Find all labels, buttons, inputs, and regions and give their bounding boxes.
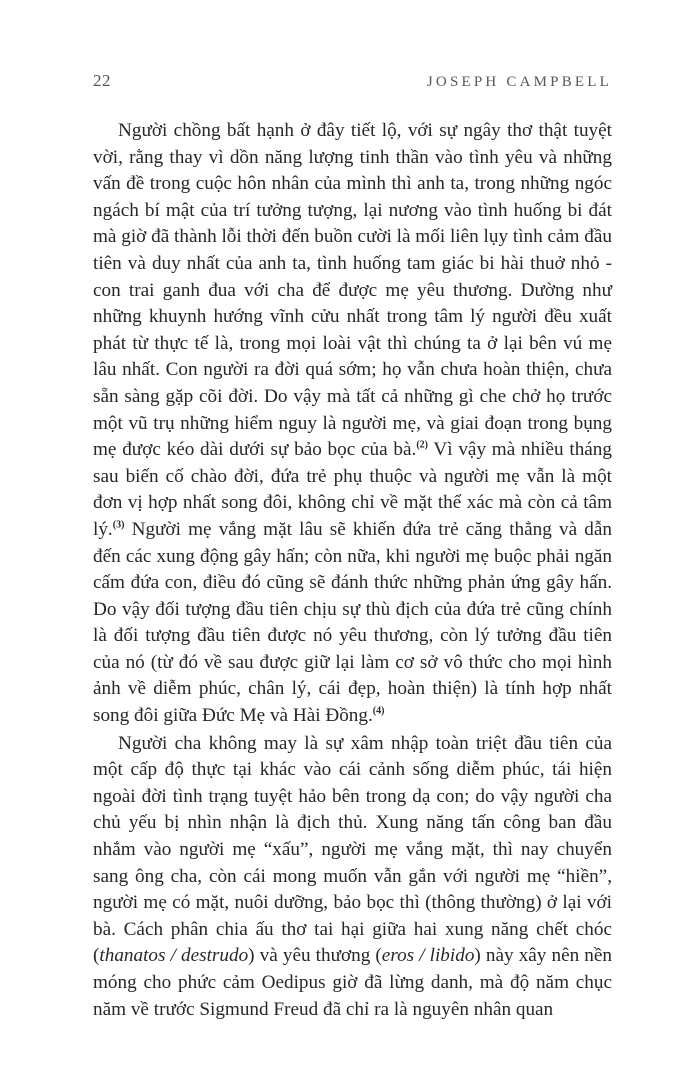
paragraph-1-text-b: Vì vậy mà nhiều tháng sau biến cố chào đời, đứa trẻ phụ thuộc và người mẹ vẫn là một đơn vị hợp nhất song đôi, không chỉ về mặt thể xác mà còn cả tâm lý. (93, 439, 612, 540)
footnote-marker-3: (3) (112, 519, 125, 531)
paragraph-2-text-c: ) này xây nên nền móng cho phức cảm Oedipus giờ đã lừng danh, mà độ năm chục năm về trước Sigmund Freud đã chỉ ra là nguyên nhân quan (93, 945, 612, 1020)
running-head (93, 71, 612, 95)
paragraph-2-text-b: ) và yêu thương ( (248, 945, 382, 967)
paragraph-2-text-a: Người cha không may là sự xâm nhập toàn triệt đầu tiên của một cấp độ thực tại khác vào cái cảnh sống diễm phúc, tái hiện ngoài đời tình trạng tuyệt hảo bên trong dạ con; do vậy người cha chủ yếu bị nhìn nhận là địch thủ. Xung năng tấn công ban đầu nhắm vào người mẹ “xấu”, người mẹ vắng mặt, thì nay chuyển sang ông cha, còn cái mong muốn vẫn gắn với người mẹ “hiền”, người mẹ có mặt, nuôi dưỡng, bảo bọc thì (thông thường) ở lại với bà. Cách phân chia ấu thơ tai hại giữa hai xung năng chết chóc ( (93, 732, 612, 967)
paragraph-2-italic-eros: eros / libido (381, 945, 475, 967)
body-text (93, 118, 612, 1023)
paragraph-2-italic-thanatos: thanatos / destrudo (99, 945, 249, 967)
paragraph-1 (93, 118, 612, 730)
paragraph-1-text-c: Người mẹ vắng mặt lâu sẽ khiến đứa trẻ căng thẳng và dẫn đến các xung động gây hấn; còn nữa, khi người mẹ buộc phải ngăn cấm đứa con, điều đó cũng sẽ đánh thức những phản ứng gây hấn. Do vậy đối tượng đầu tiên chịu sự thù địch của đứa trẻ cũng chính là đối tượng đầu tiên được nó yêu thương, còn lý tưởng đầu tiên của nó (từ đó về sau được giữ lại làm cơ sở vô thức cho mọi hình ảnh về diễm phúc, chân lý, cái đẹp, hoàn thiện) là tính hợp nhất song đôi giữa Đức Mẹ và Hài Đồng. (93, 518, 612, 727)
footnote-marker-2: (2) (416, 439, 428, 451)
footnote-marker-4: (4) (372, 705, 385, 717)
paragraph-1-text-a: Người chồng bất hạnh ở đây tiết lộ, với sự ngây thơ thật tuyệt vời, rằng thay vì dồn năng lượng tinh thần vào tình yêu và những vấn đề trong cuộc hôn nhân của mình thì anh ta, trong những ngóc ngách bí mật của trí tưởng tượng, lại nương vào tình huống bi đát mà giờ đã thành lỗi thời đến buồn cười là mối liên lụy tình cảm đầu tiên và duy nhất của anh ta, tình huống tam giác bi hài thuở nhỏ - con trai ganh đua với cha để được mẹ yêu thương. Dường như những khuynh hướng vĩnh cửu nhất trong tâm lý người đều xuất phát từ thực tế là, trong mọi loài vật thì chúng ta ở lại bên vú mẹ lâu nhất. Con người ra đời quá sớm; họ vẫn chưa hoàn thiện, chưa sẵn sàng gặp cõi đời. Do vậy mà tất cả những gì che chở họ trước một vũ trụ những hiểm nguy là người mẹ, và giai đoạn trong bụng mẹ được kéo dài dưới sự bảo bọc của bà. (93, 120, 612, 461)
paragraph-2 (93, 731, 612, 1024)
page-number: 22 (93, 71, 111, 90)
running-title: JOSEPH CAMPBELL (426, 74, 612, 90)
